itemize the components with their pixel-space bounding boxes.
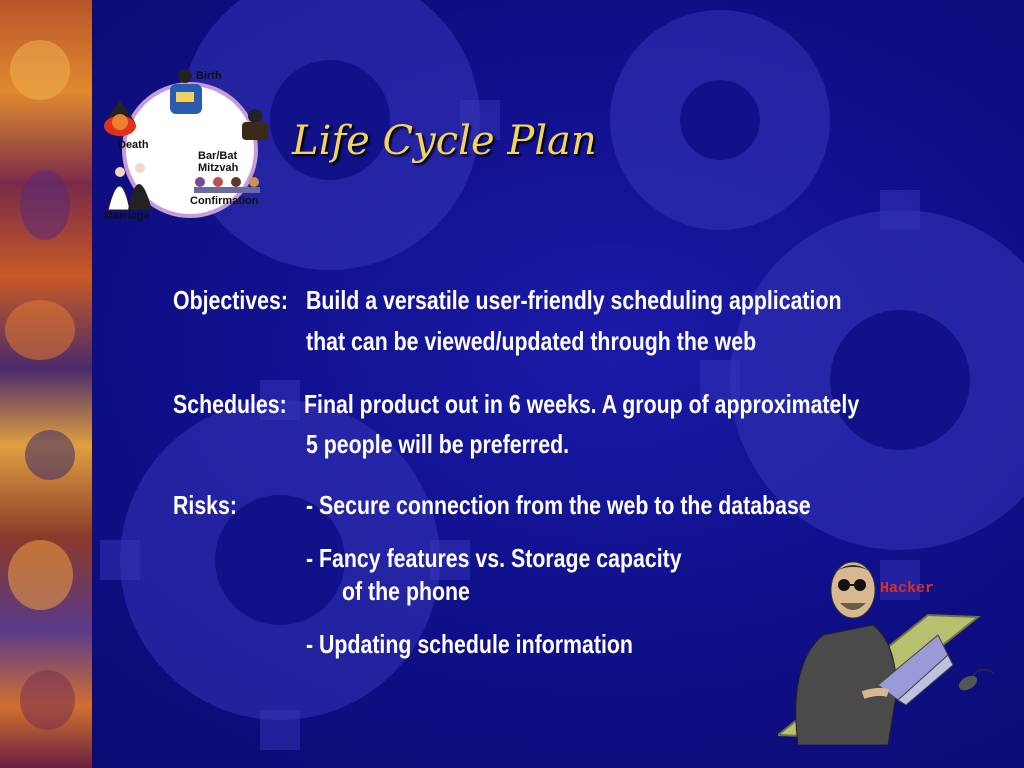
risk-item-3: - Updating schedule information [306, 629, 633, 659]
birth-label: Birth [196, 70, 222, 82]
death-label: Death [118, 139, 149, 151]
marriage-label: Marriage [104, 210, 150, 222]
mitzvah-label: Mitzvah [198, 162, 239, 174]
schedules-label: Schedules: [173, 389, 287, 419]
risk-item-2-line-2: of the phone [342, 576, 470, 606]
risk-item-1: - Secure connection from the web to the database [306, 490, 811, 520]
risk-item-2-line-1: - Fancy features vs. Storage capacity [306, 543, 682, 573]
objectives-label: Objectives: [173, 285, 288, 315]
risks-label: Risks: [173, 490, 237, 520]
left-decorative-strip [0, 0, 92, 768]
bar-bat-label: Bar/Bat [198, 150, 238, 162]
death-fire-icon [104, 100, 136, 136]
objectives-line-1: Build a versatile user-friendly scheduling application [306, 285, 842, 315]
schedules-line-1: Final product out in 6 weeks. A group of approximately [304, 389, 860, 419]
slide-title: Life Cycle Plan [292, 118, 597, 164]
life-cycle-diagram [100, 62, 275, 227]
schedules-line-2: 5 people will be preferred. [306, 429, 570, 459]
confirmation-label: Confirmation [190, 195, 259, 207]
objectives-line-2: that can be viewed/updated through the web [306, 326, 757, 356]
hacker-label: Hacker [880, 580, 935, 597]
